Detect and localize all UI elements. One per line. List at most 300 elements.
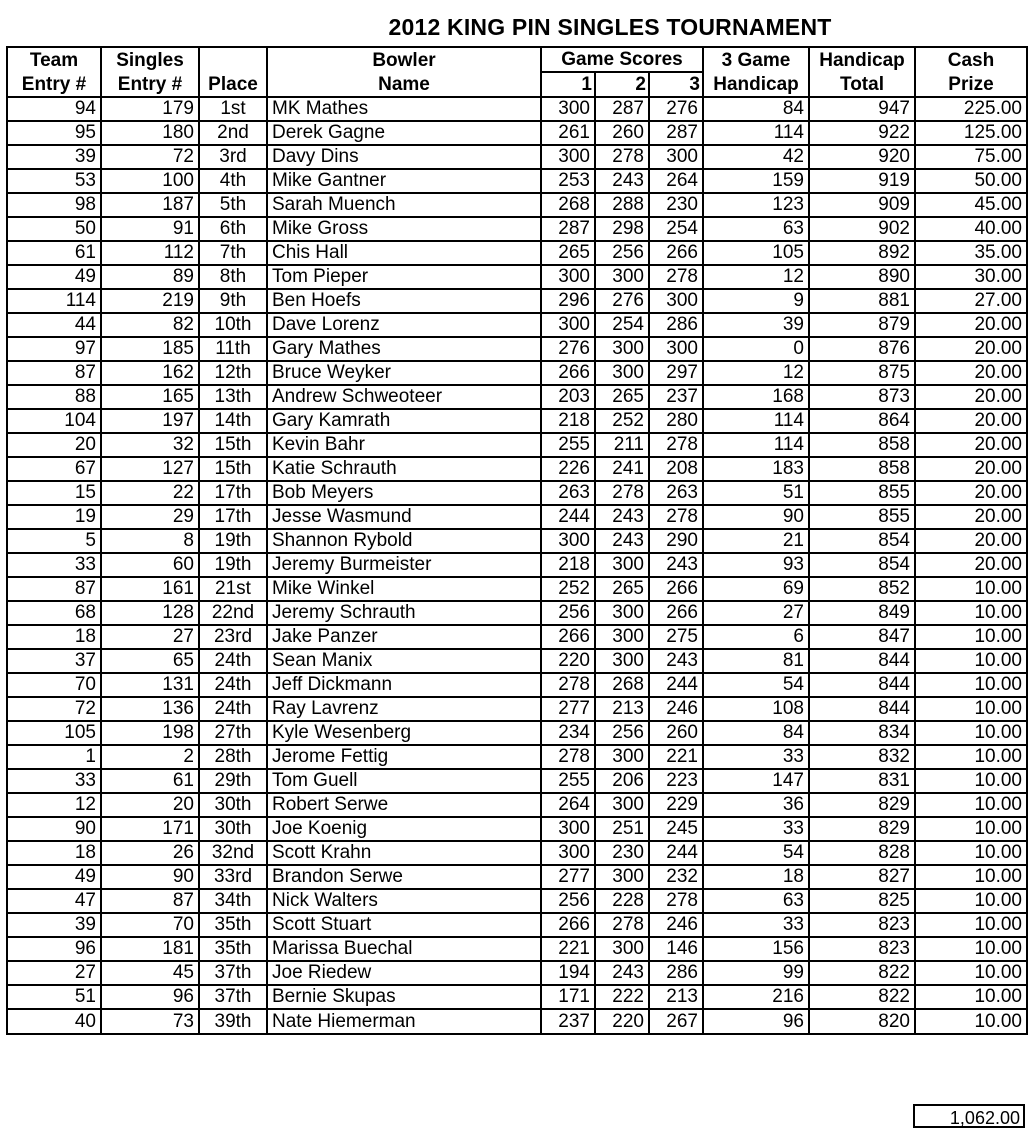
place-cell: 17th [199,505,267,529]
singles-entry-cell: 20 [101,793,199,817]
cash-prize-cell: 10.00 [915,649,1027,673]
bowler-name-cell: Dave Lorenz [267,313,541,337]
cash-prize-cell: 10.00 [915,721,1027,745]
game-2-cell: 243 [595,505,649,529]
bowler-name-cell: Chis Hall [267,241,541,265]
table-row [7,817,1027,841]
handicap-total-cell: 920 [809,145,915,169]
cash-prize-cell: 27.00 [915,289,1027,313]
singles-entry-cell: 22 [101,481,199,505]
singles-entry-cell: 2 [101,745,199,769]
handicap-total-cell: 844 [809,673,915,697]
handicap-cell: 18 [703,865,809,889]
team-entry-cell: 72 [7,697,101,721]
table-row [7,865,1027,889]
singles-entry-cell: 45 [101,961,199,985]
game-2-cell: 300 [595,937,649,961]
place-cell: 28th [199,745,267,769]
game-2-cell: 288 [595,193,649,217]
table-row [7,169,1027,193]
handicap-total-cell: 876 [809,337,915,361]
game-1-cell: 171 [541,985,595,1009]
singles-entry-cell: 171 [101,817,199,841]
bowler-name-cell: Tom Pieper [267,265,541,289]
table-row [7,745,1027,769]
game-3-cell: 275 [649,625,703,649]
team-entry-cell: 33 [7,769,101,793]
place-cell: 24th [199,673,267,697]
header-bowler-name: Name [267,72,541,97]
team-entry-cell: 39 [7,145,101,169]
team-entry-cell: 94 [7,97,101,121]
game-1-cell: 266 [541,913,595,937]
game-1-cell: 194 [541,961,595,985]
game-1-cell: 255 [541,433,595,457]
team-entry-cell: 18 [7,841,101,865]
results-table [6,46,1028,1035]
cash-prize-cell: 45.00 [915,193,1027,217]
place-cell: 15th [199,457,267,481]
game-3-cell: 266 [649,601,703,625]
game-3-cell: 264 [649,169,703,193]
game-3-cell: 146 [649,937,703,961]
table-row [7,625,1027,649]
cash-prize-cell: 10.00 [915,601,1027,625]
game-2-cell: 211 [595,433,649,457]
bowler-name-cell: Mike Gross [267,217,541,241]
handicap-total-cell: 847 [809,625,915,649]
bowler-name-cell: Marissa Buechal [267,937,541,961]
table-row [7,121,1027,145]
game-2-cell: 278 [595,913,649,937]
game-3-cell: 243 [649,649,703,673]
table-row [7,937,1027,961]
table-row [7,409,1027,433]
cash-prize-cell: 50.00 [915,169,1027,193]
bowler-name-cell: Ben Hoefs [267,289,541,313]
game-3-cell: 260 [649,721,703,745]
game-1-cell: 276 [541,337,595,361]
place-cell: 24th [199,649,267,673]
place-cell: 29th [199,769,267,793]
handicap-total-cell: 881 [809,289,915,313]
table-row [7,385,1027,409]
game-1-cell: 277 [541,865,595,889]
game-3-cell: 213 [649,985,703,1009]
bowler-name-cell: Sean Manix [267,649,541,673]
cash-prize-cell: 225.00 [915,97,1027,121]
place-cell: 14th [199,409,267,433]
game-2-cell: 300 [595,745,649,769]
place-cell: 32nd [199,841,267,865]
game-2-cell: 300 [595,265,649,289]
cash-prize-cell: 20.00 [915,529,1027,553]
game-3-cell: 286 [649,961,703,985]
place-cell: 34th [199,889,267,913]
singles-entry-cell: 197 [101,409,199,433]
game-2-cell: 278 [595,481,649,505]
handicap-cell: 123 [703,193,809,217]
game-1-cell: 300 [541,841,595,865]
header-team-entry: Team [7,47,101,72]
cash-prize-cell: 20.00 [915,457,1027,481]
handicap-total-cell: 844 [809,649,915,673]
place-cell: 33rd [199,865,267,889]
game-3-cell: 221 [649,745,703,769]
handicap-total-cell: 854 [809,529,915,553]
cash-prize-cell: 10.00 [915,817,1027,841]
game-3-cell: 243 [649,553,703,577]
handicap-cell: 21 [703,529,809,553]
bowler-name-cell: Scott Krahn [267,841,541,865]
header-singles-entry: Singles [101,47,199,72]
handicap-total-cell: 879 [809,313,915,337]
team-entry-cell: 70 [7,673,101,697]
header-singles-entry-sub: Entry # [101,72,199,97]
game-2-cell: 256 [595,241,649,265]
header-game-3: 3 [649,72,703,97]
game-1-cell: 266 [541,361,595,385]
bowler-name-cell: MK Mathes [267,97,541,121]
table-row [7,913,1027,937]
game-3-cell: 278 [649,265,703,289]
singles-entry-cell: 131 [101,673,199,697]
cash-prize-cell: 10.00 [915,793,1027,817]
handicap-total-cell: 820 [809,1009,915,1034]
cash-prize-cell: 20.00 [915,313,1027,337]
game-1-cell: 220 [541,649,595,673]
game-1-cell: 287 [541,217,595,241]
table-row [7,217,1027,241]
game-1-cell: 234 [541,721,595,745]
header-prize-sub: Prize [915,72,1027,97]
cash-prize-cell: 10.00 [915,985,1027,1009]
game-1-cell: 264 [541,793,595,817]
game-2-cell: 300 [595,649,649,673]
bowler-name-cell: Robert Serwe [267,793,541,817]
handicap-total-cell: 855 [809,505,915,529]
singles-entry-cell: 100 [101,169,199,193]
game-2-cell: 278 [595,145,649,169]
game-2-cell: 265 [595,385,649,409]
game-3-cell: 300 [649,337,703,361]
singles-entry-cell: 70 [101,913,199,937]
cash-prize-cell: 10.00 [915,577,1027,601]
bowler-name-cell: Nate Hiemerman [267,1009,541,1034]
bowler-name-cell: Ray Lavrenz [267,697,541,721]
team-entry-cell: 37 [7,649,101,673]
game-1-cell: 300 [541,97,595,121]
handicap-total-cell: 852 [809,577,915,601]
team-entry-cell: 98 [7,193,101,217]
game-2-cell: 300 [595,553,649,577]
place-cell: 10th [199,313,267,337]
team-entry-cell: 47 [7,889,101,913]
handicap-cell: 99 [703,961,809,985]
table-row [7,961,1027,985]
game-2-cell: 241 [595,457,649,481]
table-row [7,553,1027,577]
game-2-cell: 206 [595,769,649,793]
game-3-cell: 300 [649,145,703,169]
handicap-cell: 54 [703,673,809,697]
place-cell: 19th [199,553,267,577]
game-3-cell: 276 [649,97,703,121]
game-2-cell: 300 [595,361,649,385]
place-cell: 3rd [199,145,267,169]
handicap-total-cell: 902 [809,217,915,241]
handicap-total-cell: 849 [809,601,915,625]
handicap-total-cell: 827 [809,865,915,889]
table-row [7,433,1027,457]
header-total-sub: Total [809,72,915,97]
table-row [7,889,1027,913]
game-1-cell: 296 [541,289,595,313]
cash-prize-cell: 125.00 [915,121,1027,145]
game-2-cell: 251 [595,817,649,841]
game-3-cell: 223 [649,769,703,793]
cash-prize-cell: 20.00 [915,481,1027,505]
handicap-cell: 63 [703,889,809,913]
game-1-cell: 263 [541,481,595,505]
singles-entry-cell: 60 [101,553,199,577]
singles-entry-cell: 32 [101,433,199,457]
game-2-cell: 300 [595,625,649,649]
handicap-total-cell: 829 [809,793,915,817]
handicap-cell: 36 [703,793,809,817]
game-2-cell: 260 [595,121,649,145]
game-3-cell: 208 [649,457,703,481]
place-cell: 23rd [199,625,267,649]
game-3-cell: 300 [649,289,703,313]
team-entry-cell: 87 [7,361,101,385]
game-3-cell: 278 [649,433,703,457]
game-2-cell: 243 [595,169,649,193]
singles-entry-cell: 181 [101,937,199,961]
game-1-cell: 277 [541,697,595,721]
table-row [7,241,1027,265]
page-title: 2012 KING PIN SINGLES TOURNAMENT [388,14,832,40]
handicap-total-cell: 890 [809,265,915,289]
bowler-name-cell: Jeremy Schrauth [267,601,541,625]
singles-entry-cell: 165 [101,385,199,409]
handicap-cell: 114 [703,121,809,145]
game-2-cell: 213 [595,697,649,721]
game-2-cell: 268 [595,673,649,697]
game-1-cell: 256 [541,889,595,913]
game-2-cell: 287 [595,97,649,121]
game-1-cell: 265 [541,241,595,265]
table-row [7,721,1027,745]
table-body [7,97,1027,1034]
game-1-cell: 252 [541,577,595,601]
place-cell: 19th [199,529,267,553]
team-entry-cell: 90 [7,817,101,841]
cash-prize-cell: 10.00 [915,865,1027,889]
handicap-total-cell: 947 [809,97,915,121]
table-row [7,145,1027,169]
table-row [7,193,1027,217]
handicap-total-cell: 829 [809,817,915,841]
table-row [7,481,1027,505]
bowler-name-cell: Sarah Muench [267,193,541,217]
game-1-cell: 237 [541,1009,595,1034]
bowler-name-cell: Jeremy Burmeister [267,553,541,577]
cash-prize-cell: 10.00 [915,937,1027,961]
handicap-total-cell: 858 [809,457,915,481]
handicap-cell: 33 [703,817,809,841]
handicap-cell: 156 [703,937,809,961]
handicap-total-cell: 864 [809,409,915,433]
team-entry-cell: 5 [7,529,101,553]
cash-prize-cell: 20.00 [915,409,1027,433]
table-row [7,985,1027,1009]
game-1-cell: 300 [541,313,595,337]
game-3-cell: 232 [649,865,703,889]
game-1-cell: 203 [541,385,595,409]
game-1-cell: 300 [541,817,595,841]
bowler-name-cell: Mike Winkel [267,577,541,601]
team-entry-cell: 51 [7,985,101,1009]
place-cell: 9th [199,289,267,313]
singles-entry-cell: 128 [101,601,199,625]
team-entry-cell: 12 [7,793,101,817]
game-2-cell: 243 [595,961,649,985]
bowler-name-cell: Bob Meyers [267,481,541,505]
game-2-cell: 228 [595,889,649,913]
bowler-name-cell: Jeff Dickmann [267,673,541,697]
team-entry-cell: 27 [7,961,101,985]
singles-entry-cell: 65 [101,649,199,673]
cash-prize-cell: 10.00 [915,745,1027,769]
table-row [7,289,1027,313]
handicap-cell: 216 [703,985,809,1009]
singles-entry-cell: 72 [101,145,199,169]
singles-entry-cell: 91 [101,217,199,241]
team-entry-cell: 15 [7,481,101,505]
table-row [7,265,1027,289]
handicap-cell: 114 [703,433,809,457]
singles-entry-cell: 180 [101,121,199,145]
bowler-name-cell: Jerome Fettig [267,745,541,769]
handicap-cell: 105 [703,241,809,265]
handicap-cell: 159 [703,169,809,193]
place-cell: 21st [199,577,267,601]
game-3-cell: 246 [649,697,703,721]
handicap-total-cell: 858 [809,433,915,457]
bowler-name-cell: Brandon Serwe [267,865,541,889]
handicap-total-cell: 919 [809,169,915,193]
handicap-total-cell: 844 [809,697,915,721]
handicap-cell: 147 [703,769,809,793]
handicap-cell: 114 [703,409,809,433]
singles-entry-cell: 198 [101,721,199,745]
place-cell: 4th [199,169,267,193]
bowler-name-cell: Nick Walters [267,889,541,913]
bowler-name-cell: Joe Koenig [267,817,541,841]
team-entry-cell: 49 [7,865,101,889]
singles-entry-cell: 112 [101,241,199,265]
singles-entry-cell: 61 [101,769,199,793]
team-entry-cell: 19 [7,505,101,529]
cash-prize-cell: 10.00 [915,913,1027,937]
table-row [7,505,1027,529]
handicap-total-cell: 825 [809,889,915,913]
game-3-cell: 266 [649,241,703,265]
game-2-cell: 300 [595,337,649,361]
place-cell: 27th [199,721,267,745]
singles-entry-cell: 185 [101,337,199,361]
cash-prize-cell: 75.00 [915,145,1027,169]
place-cell: 37th [199,961,267,985]
table-row [7,457,1027,481]
handicap-total-cell: 854 [809,553,915,577]
game-1-cell: 218 [541,409,595,433]
handicap-cell: 93 [703,553,809,577]
game-3-cell: 244 [649,841,703,865]
singles-entry-cell: 90 [101,865,199,889]
game-2-cell: 265 [595,577,649,601]
game-2-cell: 230 [595,841,649,865]
table-row [7,769,1027,793]
singles-entry-cell: 136 [101,697,199,721]
place-cell: 39th [199,1009,267,1034]
team-entry-cell: 1 [7,745,101,769]
game-1-cell: 226 [541,457,595,481]
game-1-cell: 278 [541,673,595,697]
game-1-cell: 300 [541,265,595,289]
team-entry-cell: 88 [7,385,101,409]
game-3-cell: 246 [649,913,703,937]
game-3-cell: 280 [649,409,703,433]
table-row [7,361,1027,385]
game-2-cell: 220 [595,1009,649,1034]
team-entry-cell: 97 [7,337,101,361]
team-entry-cell: 87 [7,577,101,601]
handicap-total-cell: 823 [809,913,915,937]
place-cell: 12th [199,361,267,385]
header-team-entry-sub: Entry # [7,72,101,97]
place-cell: 6th [199,217,267,241]
team-entry-cell: 20 [7,433,101,457]
header-3game-handicap: 3 Game [703,47,809,72]
singles-entry-cell: 8 [101,529,199,553]
handicap-cell: 84 [703,97,809,121]
game-3-cell: 245 [649,817,703,841]
game-2-cell: 300 [595,793,649,817]
place-cell: 7th [199,241,267,265]
place-cell: 13th [199,385,267,409]
cash-prize-cell: 10.00 [915,889,1027,913]
bowler-name-cell: Katie Schrauth [267,457,541,481]
game-1-cell: 244 [541,505,595,529]
game-1-cell: 221 [541,937,595,961]
game-3-cell: 237 [649,385,703,409]
singles-entry-cell: 187 [101,193,199,217]
handicap-cell: 168 [703,385,809,409]
game-1-cell: 218 [541,553,595,577]
bowler-name-cell: Andrew Schweoteer [267,385,541,409]
table-row [7,1009,1027,1034]
handicap-total-cell: 828 [809,841,915,865]
handicap-cell: 39 [703,313,809,337]
singles-entry-cell: 96 [101,985,199,1009]
cash-prize-cell: 10.00 [915,841,1027,865]
handicap-cell: 12 [703,361,809,385]
cash-prize-cell: 30.00 [915,265,1027,289]
table-row [7,841,1027,865]
bowler-name-cell: Scott Stuart [267,913,541,937]
